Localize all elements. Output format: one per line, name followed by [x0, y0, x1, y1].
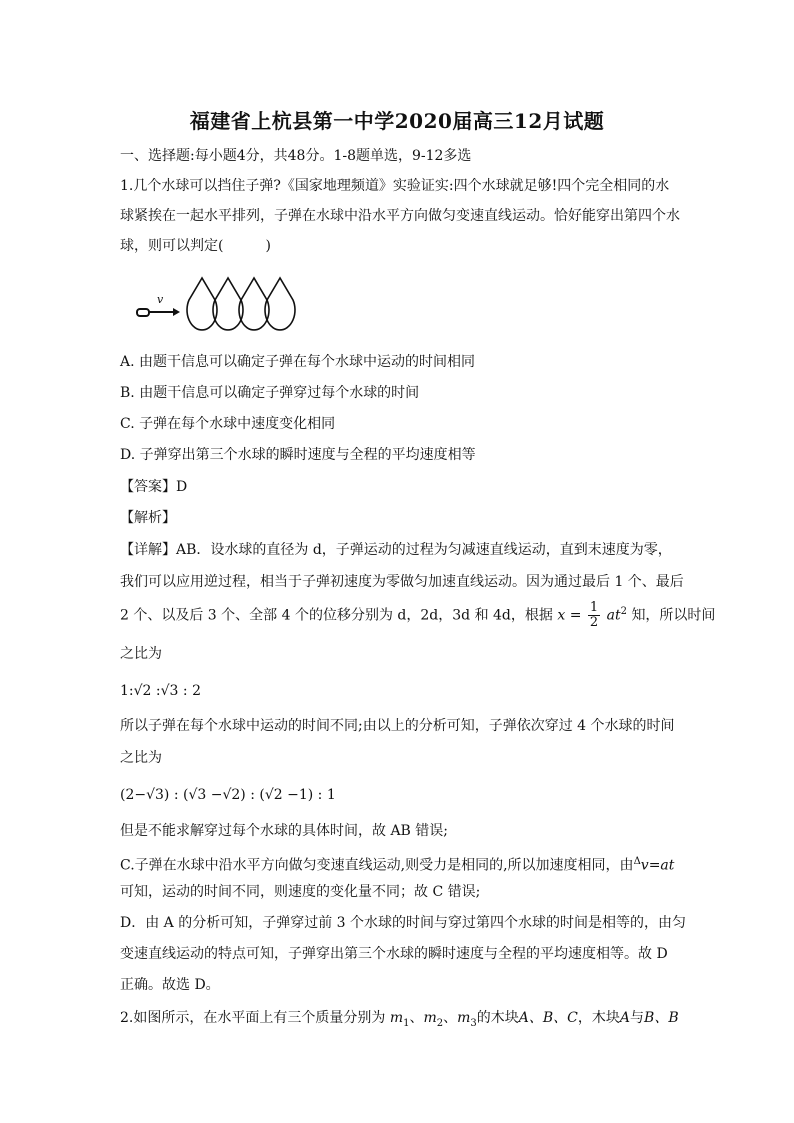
mass-m3-sub: 3 — [470, 1017, 477, 1029]
q1-detail-line-3 — [120, 601, 715, 630]
q1-option-a: A. 由题干信息可以确定子弹在每个水球中运动的时间相同 — [120, 354, 476, 370]
q1-detail-line-3-pre: 2 个、以及后 3 个、全部 4 个的位移分别为 d，2d，3d 和 4d，根据 — [120, 607, 553, 624]
q2-stem-post: ，木块 — [577, 1010, 620, 1026]
water-balls-figure — [135, 270, 305, 340]
q1-detail-line-4: 之比为 — [120, 646, 162, 662]
q2-blocks: A、B、C — [518, 1010, 578, 1026]
q1-detail-line-3-post: 知，所以时间 — [631, 607, 716, 624]
q1-detail-line-8-pre: C.子弹在水球中沿水平方向做匀变速直线运动,则受力是相同的,所以加速度相同，由 — [120, 857, 634, 874]
fraction-numerator: 1 — [589, 600, 599, 615]
q1-detail-line-10: D．由 A 的分析可知，子弹穿过前 3 个水球的时间与穿过第四个水球的时间是相等的，由匀 — [120, 915, 687, 931]
formula-exponent: 2 — [620, 605, 627, 617]
q2-stem-line-1: 2.如图所示，在水平面上有三个质量分别为 $m_1$、$m_2$、$m_3$的木块A、B、C，木块A与B、B — [120, 1010, 679, 1029]
q2-block-a: A — [619, 1010, 631, 1026]
formula-lhs: x = — [557, 607, 582, 624]
q1-option-d: D. 子弹穿出第三个水球的瞬时速度与全程的平均速度相等 — [120, 447, 476, 463]
water-balls-diagram — [135, 270, 305, 340]
water-ball-3 — [239, 278, 269, 330]
q1-detail-line-9: 可知，运动的时间不同，则速度的变化量不同；故 C 错误; — [120, 884, 481, 900]
water-ball-4 — [265, 278, 295, 330]
q1-detail-line-2: 我们可以应用逆过程，相当于子弹初速度为零做匀加速直线运动。因为通过最后 1 个、最后 — [120, 574, 684, 590]
q1-stem-line-2: 球紧挨在一起水平排列，子弹在水球中沿水平方向做匀变速直线运动。恰好能穿出第四个水 — [120, 208, 680, 224]
q1-option-c: C. 子弹在每个水球中速度变化相同 — [120, 416, 336, 432]
q2-blocks-end: B、B — [644, 1010, 679, 1026]
q1-detail-line-11: 变速直线运动的特点可知，子弹穿出第三个水球的瞬时速度与全程的平均速度相等。故 D — [120, 946, 668, 962]
velocity-arrow-head — [173, 308, 180, 316]
mass-m3: m — [457, 1010, 471, 1026]
formula-fraction — [588, 601, 600, 630]
time-ratio-2: (2−√3) : (√3 −√2) : (√2 −1) : 1 — [120, 787, 336, 803]
section-heading: 一、选择题:每小题4分，共48分。1-8题单选，9-12多选 — [120, 148, 472, 164]
q1-answer: 【答案】D — [120, 479, 188, 495]
mass-m2: m — [423, 1010, 437, 1026]
delta-symbol: Δ — [633, 856, 641, 867]
formula-v-at: v=at — [640, 857, 675, 874]
q1-detail-line-12: 正确。故选 D。 — [120, 977, 220, 993]
formula-rhs: at — [606, 607, 621, 624]
mass-m1-sub: 1 — [403, 1017, 410, 1029]
water-ball-1 — [187, 278, 217, 330]
velocity-label: v — [157, 293, 164, 306]
q2-stem-pre: 2.如图所示，在水平面上有三个质量分别为 — [120, 1010, 386, 1026]
mass-m2-sub: 2 — [436, 1017, 444, 1029]
q2-stem-end: 与 — [630, 1010, 645, 1026]
time-ratio-1: 1:√2 :√3 : 2 — [120, 683, 201, 699]
q1-stem-line-1: 1.几个水球可以挡住子弹?《国家地理频道》实验证实:四个水球就足够!四个完全相同的水 — [120, 178, 670, 194]
bullet-shape — [137, 309, 149, 316]
water-ball-2 — [213, 278, 243, 330]
q1-analysis-heading: 【解析】 — [120, 510, 176, 526]
q1-option-b: B. 由题干信息可以确定子弹穿过每个水球的时间 — [120, 385, 420, 401]
mass-m1: m — [389, 1010, 404, 1026]
fraction-denominator: 2 — [589, 615, 599, 630]
page-title: 福建省上杭县第一中学2020届高三12月试题 — [189, 109, 605, 133]
q1-detail-line-7: 但是不能求解穿过每个水球的具体时间，故 AB 错误; — [120, 823, 449, 839]
q1-detail-line-8 — [120, 852, 674, 876]
q1-detail-line-1: 【详解】AB．设水球的直径为 d，子弹运动的过程为匀减速直线运动，直到末速度为零， — [120, 542, 672, 558]
q1-detail-line-5: 所以子弹在每个水球中运动的时间不同;由以上的分析可知，子弹依次穿过 4 个水球的时间 — [120, 718, 675, 734]
q1-detail-line-6: 之比为 — [120, 750, 162, 766]
q2-stem-mid: 的木块 — [476, 1010, 519, 1026]
q1-stem-line-3: 球，则可以判定( ) — [120, 238, 271, 254]
